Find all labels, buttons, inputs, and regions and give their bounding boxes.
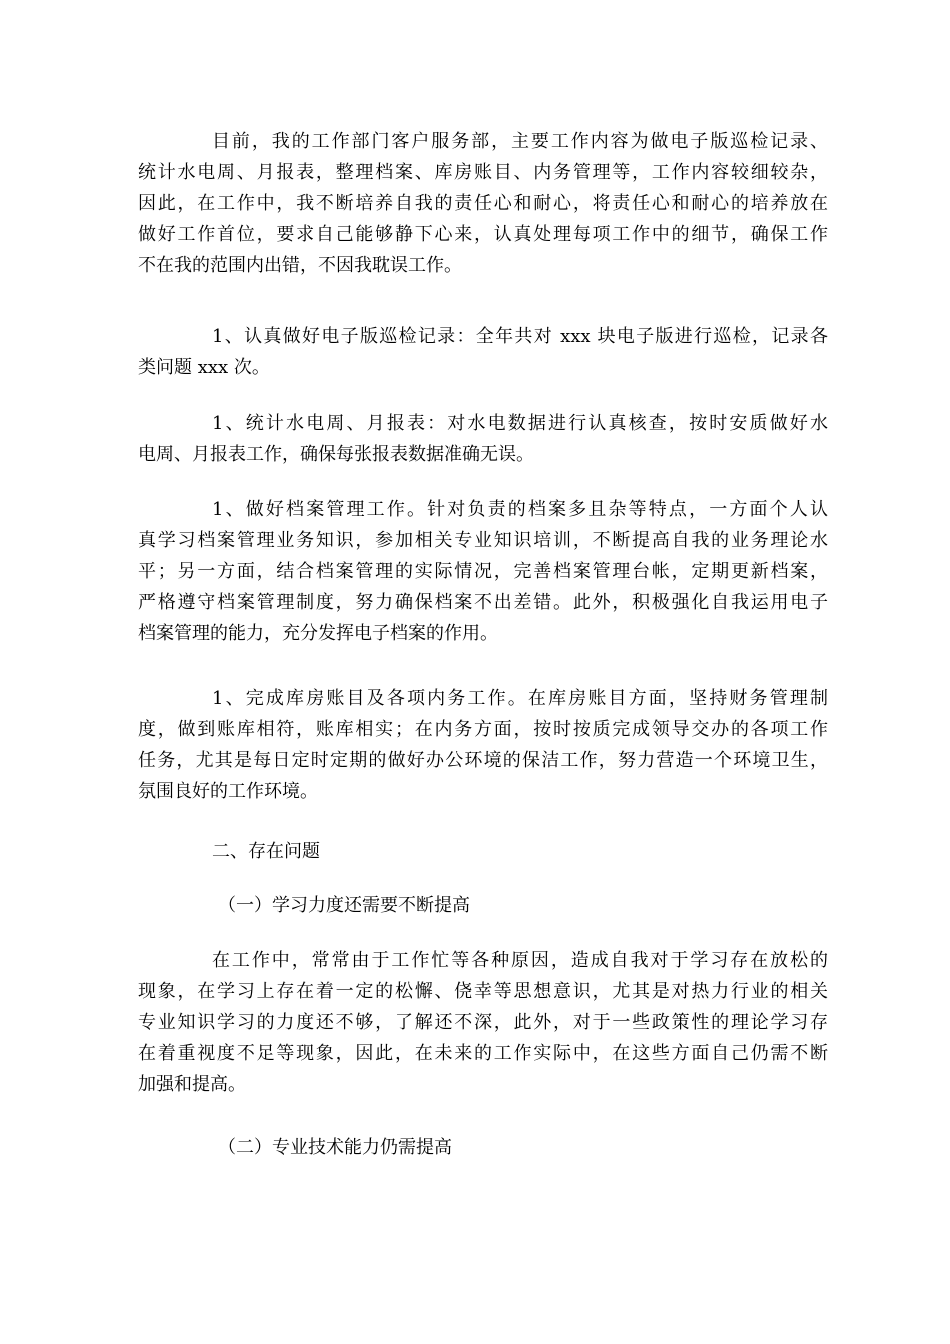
text-line: 专业知识学习的力度还不够，了解还不深，此外，对于一些政策性的理论学习存 [138, 1012, 828, 1033]
text-line: 严格遵守档案管理制度，努力确保档案不出差错。此外，积极强化自我运用电子 [138, 592, 828, 613]
text-line: 目前，我的工作部门客户服务部，主要工作内容为做电子版巡检记录、 [212, 131, 828, 152]
section-heading: 二、存在问题 [212, 841, 320, 862]
text-line: 1、做好档案管理工作。针对负责的档案多且杂等特点，一方面个人认 [212, 499, 828, 520]
paragraph-intro [138, 126, 828, 281]
text-line: 任务，尤其是每日定时定期的做好办公环境的保洁工作，努力营造一个环境卫生， [138, 750, 828, 771]
text-line: 1、认真做好电子版巡检记录：全年共对 xxx 块电子版进行巡检，记录各 [212, 326, 828, 347]
text-line: 因此，在工作中，我不断培养自我的责任心和耐心，将责任心和耐心的培养放在 [138, 193, 828, 214]
text-line: 在工作中，常常由于工作忙等各种原因，造成自我对于学习存在放松的 [212, 950, 828, 971]
text-line: 不在我的范围内出错，不因我耽误工作。 [138, 255, 462, 276]
text-line: 1、统计水电周、月报表：对水电数据进行认真核查，按时安质做好水 [212, 413, 828, 434]
paragraph-item-4 [138, 683, 828, 807]
subheading: （一）学习力度还需要不断提高 [218, 895, 470, 916]
text-line: 1、完成库房账目及各项内务工作。在库房账目方面，坚持财务管理制 [212, 688, 828, 709]
section-heading-problems [138, 836, 828, 867]
text-line: 现象，在学习上存在着一定的松懈、侥幸等思想意识，尤其是对热力行业的相关 [138, 981, 828, 1002]
text-line: 统计水电周、月报表，整理档案、库房账目、内务管理等，工作内容较细较杂， [138, 162, 828, 183]
text-line: 平；另一方面，结合档案管理的实际情况，完善档案管理台帐，定期更新档案， [138, 561, 828, 582]
paragraph-item-1 [138, 321, 828, 383]
subheading-study [138, 890, 828, 921]
text-line: 档案管理的能力，充分发挥电子档案的作用。 [138, 623, 498, 644]
paragraph-item-3 [138, 494, 828, 649]
text-line: 在着重视度不足等现象，因此，在未来的工作实际中，在这些方面自己仍需不断 [138, 1043, 828, 1064]
subheading-technical [138, 1132, 828, 1163]
paragraph-study-body [138, 945, 828, 1100]
subheading: （二）专业技术能力仍需提高 [218, 1137, 452, 1158]
text-line: 真学习档案管理业务知识，参加相关专业知识培训，不断提高自我的业务理论水 [138, 530, 828, 551]
text-line: 氛围良好的工作环境。 [138, 781, 318, 802]
paragraph-item-2 [138, 408, 828, 470]
text-line: 做好工作首位，要求自己能够静下心来，认真处理每项工作中的细节，确保工作 [138, 224, 828, 245]
text-line: 电周、月报表工作，确保每张报表数据准确无误。 [138, 444, 534, 465]
text-line: 加强和提高。 [138, 1074, 246, 1095]
text-line: 度，做到账库相符，账库相实；在内务方面，按时按质完成领导交办的各项工作 [138, 719, 828, 740]
text-line: 类问题 xxx 次。 [138, 357, 270, 378]
